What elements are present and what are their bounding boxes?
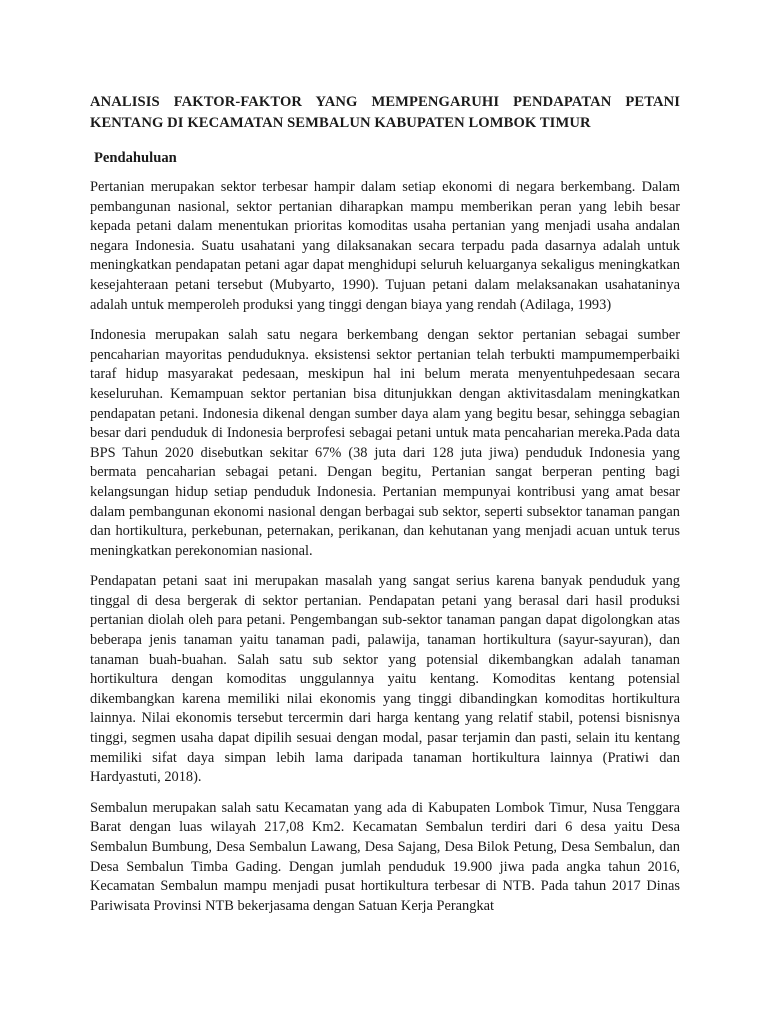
paragraph-1: Pertanian merupakan sektor terbesar hampir dalam setiap ekonomi di negara berkembang. Dalam pembangunan nasional, sektor pertanian diharapkan mampu memberikan peran yang lebih besar kepada petani dalam menentukan prioritas komoditas usaha pertanian yang menjadi usaha andalan negara Indonesia. Suatu usahatani yang dilaksanakan secara terpadu pada dasarnya adalah untuk meningkatkan pendapatan petani agar dapat menghidupi seluruh keluarganya sekaligus meningkatkan kesejahteraan petani tersebut (Mubyarto, 1990). Tujuan petani dalam melaksanakan usahataninya adalah untuk memperoleh produksi yang tinggi dengan biaya yang rendah (Adilaga, 1993) bbox=[90, 179, 680, 313]
document-page bbox=[90, 92, 680, 927]
paragraph-2: Indonesia merupakan salah satu negara berkembang dengan sektor pertanian sebagai sumber pencaharian mayoritas penduduknya. eksistensi sektor pertanian telah terbukti mampumemperbaiki taraf hidup masyarakat pedesaan, meskipun hal ini belum merata menyentuhpedesaan secara keseluruhan. Kemampuan sektor pertanian bisa ditunjukkan dengan aktivitasdalam meningkatkan pendapatan petani. Indonesia dikenal dengan sumber daya alam yang begitu besar, sehingga sebagian besar dari penduduk di Indonesia berprofesi sebagai petani untuk mata pencaharian mereka.Pada data BPS Tahun 2020 disebutkan sekitar 67% (38 juta dari 128 juta jiwa) penduduk Indonesia yang bermata pencaharian sebagai petani. Dengan begitu, Pertanian sangat berperan penting bagi kelangsungan hidup setiap penduduk Indonesia. Pertanian mempunyai kontribusi yang amat besar dalam pembangunan ekonomi nasional dengan berbagai sub sektor, seperti subsektor tanaman pangan dan hortikultura, perkebunan, peternakan, perikanan, dan kehutanan yang menjadi acuan untuk terus meningkatkan perekonomian nasional. bbox=[90, 327, 680, 559]
section-heading: Pendahuluan bbox=[94, 150, 177, 166]
paragraph-4: Sembalun merupakan salah satu Kecamatan yang ada di Kabupaten Lombok Timur, Nusa Tenggara Barat dengan luas wilayah 217,08 Km2. Kecamatan Sembalun terdiri dari 6 desa yaitu Desa Sembalun Bumbung, Desa Sembalun Lawang, Desa Sajang, Desa Bilok Petung, Desa Sembalun, dan Desa Sembalun Timba Gading. Dengan jumlah penduduk 19.900 jiwa pada angka tahun 2016, Kecamatan Sembalun mampu menjadi pusat hortikultura terbesar di NTB. Pada tahun 2017 Dinas Pariwisata Provinsi NTB bekerjasama dengan Satuan Kerja Perangkat bbox=[90, 799, 680, 914]
paragraph-3: Pendapatan petani saat ini merupakan masalah yang sangat serius karena banyak penduduk yang tinggal di desa bergerak di sektor pertanian. Pendapatan petani yang berasal dari hasil produksi pertanian diolah oleh para petani. Pengembangan sub-sektor tanaman pangan dapat digolongkan atas beberapa jenis tanaman yaitu tanaman padi, palawija, tanaman hortikultura (sayur-sayuran), dan tanaman buah-buahan. Salah satu sub sektor yang potensial dikembangkan adalah tanaman hortikultura dengan komoditas unggulannya yaitu kentang. Komoditas kentang potensial dikembangkan karena memiliki nilai ekonomis yang tinggi dibandingkan komoditas hortikultura lainnya. Nilai ekonomis tersebut tercermin dari harga kentang yang relatif stabil, potensi bisnisnya tinggi, segmen usaha dapat dipilih sesuai dengan modal, pasar terjamin dan pasti, selain itu kentang memiliki sifat daya simpan lebih lama daripada tanaman hortikultura lainnya (Pratiwi dan Hardyastuti, 2018). bbox=[90, 573, 680, 786]
document-title: ANALISIS FAKTOR-FAKTOR YANG MEMPENGARUHI PENDAPATAN PETANI KENTANG DI KECAMATAN SEMBALUN KABUPATEN LOMBOK TIMUR bbox=[90, 94, 680, 131]
